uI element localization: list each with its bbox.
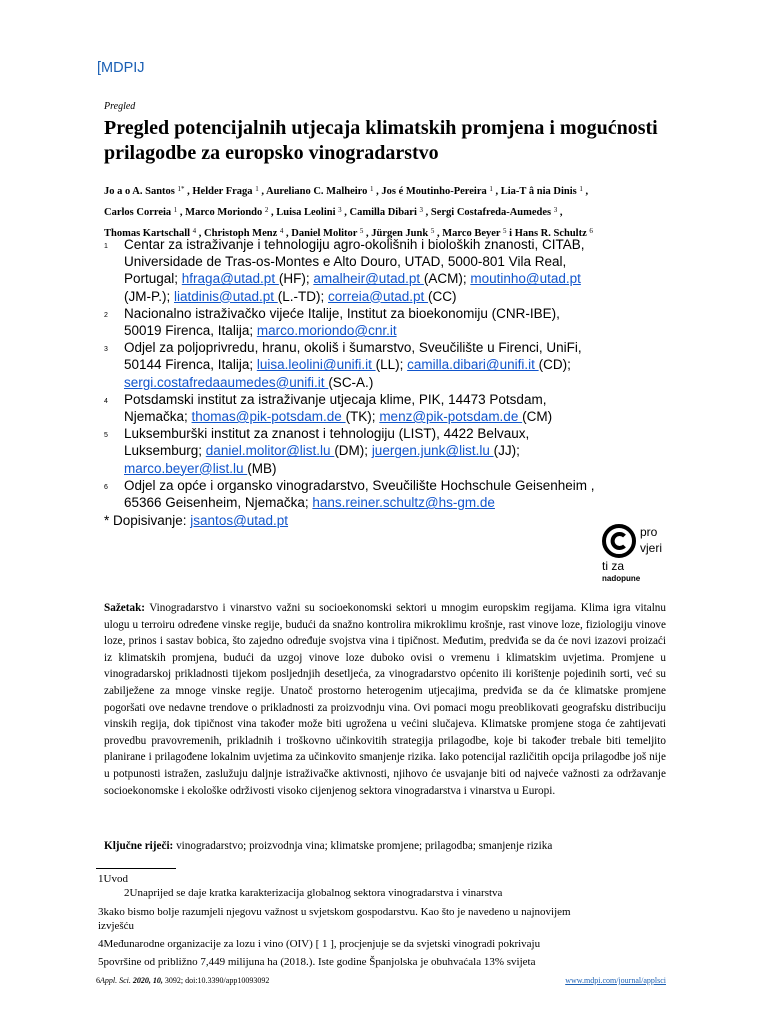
author-list — [104, 180, 664, 243]
affiliation-text: Potsdamski institut za istraživanje utjecaja klime, PIK, 14473 Potsdam, — [124, 391, 547, 407]
abstract — [104, 600, 666, 799]
author-name: Jo a o A. Santos — [104, 186, 175, 197]
author-name: , Christoph Menz — [198, 228, 278, 239]
author-affiliation-marker: 6 — [589, 227, 593, 235]
email-link[interactable]: marco.moriondo@cnr.it — [256, 323, 397, 339]
author-affiliation-marker: 1* — [177, 185, 185, 193]
article-category: Pregled — [104, 101, 136, 112]
author-name: , Daniel Molitor — [286, 228, 358, 239]
affiliation-text: (LL); — [375, 357, 408, 373]
author-name: , Jos é Moutinho-Pereira — [376, 186, 487, 197]
affiliation-text: (HF); — [278, 271, 314, 287]
affiliation-number: 4 — [104, 397, 108, 405]
abstract-text: Vinogradarstvo i vinarstvo važni su socioekonomski sektori u mnogim europskim regijama. Klima igra vitalnu ulogu u terroiru određene vinske regije, budući da snažno kontrolira mikroklimu krošnje, rast vinove loze, fiziologiju vinove loze, prinos i sastav bobica, što zajedno određuje svojstva vina i tipičnost. Međutim, predviđa se da će novi izazovi proizaći iz klimatskih promjena, budući da uzgoj vinove loze duboko ovisi o vremenu i klimatskim uvjetima. Promjene u vinogradarskoj prikladnosti tijekom posljednjih desetljeća, za vinogradarstvo općenito ili korištenje pojedinih sorti, već su zabilježene za mnoge vinske regije. Unatoč prostorno heterogenim utjecajima, predviđa se da će klimatske promjene pogoršati ove nedavne trendove o prikladnosti za proizvodnju vina. Ovi pomaci mogu preoblikovati geografsku distribuciju vinskih regija, dok tipičnost vina također može biti ugrožena u većini slučajeva. Klimatske promjene stoga će zahtijevati provedbu pravovremenih, prikladnih i troškovno učinkovitih strategija prilagodbe, koje bi također trebale biti temeljito planirane i prilagođene lokalnim uvjetima za učinkovito smanjenje rizika. Iako potencijal različitih opcija prilagodbe još nije u potpunosti istražen, zaslužuju daljnje istraživačke aktivnosti, njihovo će usvajanje biti od najveće važnosti za održavanje socioekonomske i ekološke održivosti visoko cijenjenog sektora vinogradarstva i vinarstva u Europi. — [104, 602, 666, 797]
author-affiliation-marker: 5 — [359, 227, 364, 235]
affiliation-line — [124, 477, 684, 494]
email-link[interactable]: moutinho@utad.pt — [470, 271, 581, 287]
affiliation-text: Odjel za opće i organsko vinogradarstvo, Sveučilište Hochschule Geisenheim , — [124, 477, 595, 493]
affiliation-number: 2 — [104, 311, 108, 319]
affiliation-text: (JJ); — [493, 443, 520, 459]
author-name: , Jürgen Junk — [366, 228, 429, 239]
affiliation-line — [124, 442, 684, 459]
abstract-label: Sažetak: — [104, 602, 146, 614]
affiliation-text: Njemačka; — [124, 409, 192, 425]
email-link[interactable]: amalheir@utad.pt — [313, 271, 424, 287]
affiliation-text: Nacionalno istraživačko vijeće Italije, Institut za bioekonomiju (CNR-IBE), — [124, 305, 560, 321]
author-affiliation-marker: 1 — [255, 185, 259, 193]
affiliation-text: (L.-TD); — [277, 288, 329, 304]
affiliation-text: Centar za istraživanje i tehnologiju agro-okolišnih i bioloških znanosti, CITAB, — [124, 237, 585, 252]
affiliation-item — [104, 425, 684, 477]
affiliation-text: Luksemburški institut za znanost i tehnologiju (LIST), 4422 Belvaux, — [124, 426, 530, 442]
affiliation-text: (CM) — [522, 409, 553, 425]
journal-logo[interactable]: [MDPIJ — [97, 60, 145, 76]
affiliation-number: 6 — [104, 483, 108, 491]
affiliation-item — [104, 391, 684, 425]
affiliation-text: (JM-P.); — [124, 288, 174, 304]
affiliation-text: (ACM); — [423, 271, 471, 287]
affiliation-line — [124, 408, 684, 425]
keywords-label: Ključne riječi: — [104, 840, 174, 852]
footnote-line: 4Međunarodne organizacije za lozu i vino (OIV) [ 1 ], procjenjuje se da svjetski vinogradi pokrivaju — [98, 938, 541, 950]
affiliation-number: 5 — [104, 432, 108, 440]
keywords-text: vinogradarstvo; proizvodnja vina; klimatske promjene; prilagodba; smanjenje rizika — [173, 840, 553, 852]
author-name: , — [559, 207, 563, 218]
author-name: , Aureliano C. Malheiro — [261, 186, 368, 197]
author-name: Carlos Correia — [104, 207, 172, 218]
affiliation-text: (CC) — [428, 288, 457, 304]
email-link[interactable]: thomas@pik-potsdam.de — [191, 409, 346, 425]
affiliation-text: (MB) — [247, 460, 277, 476]
affiliation-text: 65366 Geisenheim, Njemačka; — [124, 495, 313, 511]
affiliation-line — [124, 339, 684, 356]
check-for-updates-icon — [602, 524, 636, 558]
affiliation-text: (DM); — [334, 443, 372, 459]
footnote-line: 1Uvod — [98, 873, 128, 885]
author-name: , Marco Beyer — [436, 228, 501, 239]
author-affiliation-marker: 3 — [338, 206, 342, 214]
author-affiliation-marker: 5 — [503, 227, 507, 235]
footnote-line: 3kako bismo bolje razumjeli njegovu važnost u svjetskom gospodarstvu. Kao što je navedeno u najnovijem — [98, 906, 571, 918]
affiliation-line — [124, 425, 684, 442]
affiliation-line — [124, 305, 684, 322]
footnote-line: 2Unaprijed se daje kratka karakterizacija globalnog sektora vinogradarstva i vinarstva — [124, 887, 503, 899]
affiliation-text: 50019 Firenca, Italija; — [124, 323, 257, 339]
author-name: , Lia-T â nia Dinis — [495, 186, 577, 197]
email-link[interactable]: menz@pik-potsdam.de — [379, 409, 523, 425]
affiliation-line — [124, 253, 684, 270]
affiliations — [104, 236, 684, 529]
corresponding-email-link[interactable]: jsantos@utad.pt — [190, 513, 289, 529]
email-link[interactable]: camilla.dibari@unifi.it — [407, 357, 539, 373]
affiliation-line — [124, 236, 684, 253]
page-footer: 6Appl. Sci. 2020, 10, 3092; doi:10.3390/app10093092 www.mdpi.com/journal/applsci — [96, 976, 666, 985]
email-link[interactable]: luisa.leolini@unifi.it — [256, 357, 376, 373]
affiliation-text: Universidade de Tras-os-Montes e Alto Douro, UTAD, 5000-801 Vila Real, — [124, 254, 567, 270]
affiliation-text: Luksemburg; — [124, 443, 206, 459]
email-link[interactable]: sergi.costafredaaumedes@unifi.it — [124, 374, 329, 390]
author-line — [104, 201, 664, 222]
affiliation-text: Odjel za poljoprivredu, hranu, okoliš i šumarstvo, Sveučilište u Firenci, UniFi, — [124, 340, 582, 356]
affiliation-item — [104, 305, 684, 339]
affiliation-text: (SC-A.) — [328, 374, 374, 390]
author-affiliation-marker: 1 — [489, 185, 493, 193]
author-name: , Helder Fraga — [187, 186, 253, 197]
affiliation-line — [124, 288, 684, 305]
affiliation-text: (CD); — [538, 357, 571, 373]
email-link[interactable]: hans.reiner.schultz@hs-gm.de — [312, 495, 495, 511]
affiliation-text: (TK); — [345, 409, 380, 425]
footnote-line: izvješću — [98, 920, 135, 932]
affiliation-line — [124, 322, 684, 339]
affiliation-line — [124, 391, 684, 408]
article-title: Pregled potencijalnih utjecaja klimatskih promjena i mogućnosti prilagodbe za europsko vinogradarstvo — [104, 117, 658, 164]
author-affiliation-marker: 3 — [419, 206, 423, 214]
affiliation-text: 50144 Firenca, Italija; — [124, 357, 257, 373]
affiliation-number: 1 — [104, 243, 108, 250]
author-affiliation-marker: 3 — [553, 206, 558, 214]
email-link[interactable]: marco.beyer@list.lu — [124, 460, 248, 476]
corresponding-author: * Dopisivanje: jsantos@utad.pt — [104, 513, 289, 529]
author-affiliation-marker: 4 — [279, 227, 284, 235]
affiliation-line — [124, 270, 684, 287]
affiliation-item — [104, 236, 684, 305]
author-affiliation-marker: 1 — [173, 206, 178, 214]
author-name: , Camilla Dibari — [344, 207, 417, 218]
email-link[interactable]: liatdinis@utad.pt — [174, 288, 278, 304]
affiliation-line — [124, 374, 684, 391]
email-link[interactable]: correia@utad.pt — [328, 288, 429, 304]
footnote-line: 5površine od približno 7,449 milijuna ha (2018.). Iste godine Španjolska je obuhvaćala 13% svijeta — [98, 956, 536, 968]
affiliation-line — [124, 356, 684, 373]
author-name: , Luisa Leolini — [271, 207, 336, 218]
email-link[interactable]: juergen.junk@list.lu — [371, 443, 494, 459]
affiliation-item — [104, 477, 684, 511]
author-name: i Hans R. Schultz — [509, 228, 587, 239]
author-line — [104, 180, 664, 201]
author-name: , Marco Moriondo — [179, 207, 263, 218]
author-name: Thomas Kartschall — [104, 228, 191, 239]
footnote-divider — [96, 868, 176, 869]
author-affiliation-marker: 2 — [264, 206, 269, 214]
author-affiliation-marker: 1 — [370, 185, 374, 193]
affiliation-line — [124, 460, 684, 477]
author-name: , — [585, 186, 589, 197]
author-affiliation-marker: 4 — [192, 227, 197, 235]
affiliation-item — [104, 339, 684, 391]
author-name: , Sergi Costafreda-Aumedes — [425, 207, 552, 218]
email-link[interactable]: hfraga@utad.pt — [181, 271, 279, 287]
affiliation-text: Portugal; — [124, 271, 182, 287]
keywords — [104, 840, 666, 852]
email-link[interactable]: daniel.molitor@list.lu — [205, 443, 335, 459]
author-affiliation-marker: 5 — [430, 227, 435, 235]
affiliation-line — [124, 494, 684, 511]
journal-url-link[interactable]: www.mdpi.com/journal/applsci — [565, 976, 666, 985]
author-affiliation-marker: 1 — [579, 185, 583, 193]
affiliation-number: 3 — [104, 346, 108, 354]
